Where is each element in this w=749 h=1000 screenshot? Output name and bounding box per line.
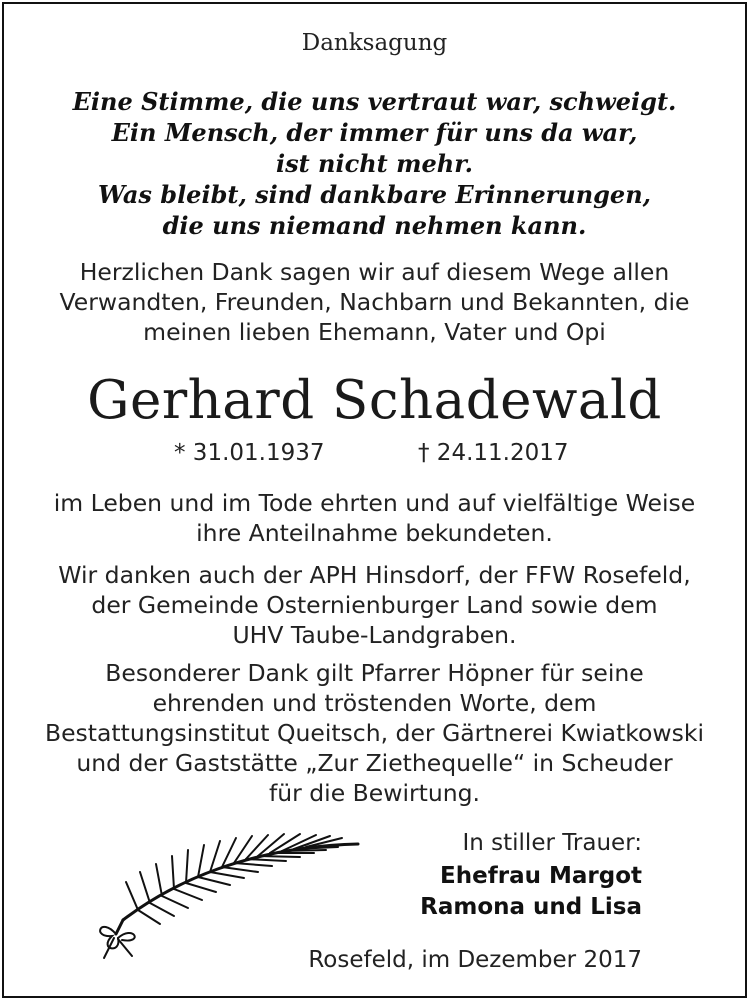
thanks-orgs-paragraph — [0, 560, 749, 650]
poem-line: Eine Stimme, die uns vertraut war, schweigt. — [72, 87, 677, 116]
special-thanks-line: ehrenden und tröstenden Worte, dem — [152, 689, 597, 717]
condolence-paragraph — [0, 488, 749, 548]
death-date: † 24.11.2017 — [418, 440, 569, 466]
family-member: Ramona und Lisa — [420, 894, 642, 920]
intro-line: Verwandten, Freunden, Nachbarn und Bekannten, die — [59, 288, 690, 316]
special-thanks-line: Besonderer Dank gilt Pfarrer Höpner für seine — [105, 659, 644, 687]
notice-title: Danksagung — [301, 30, 448, 56]
thanks-line: der Gemeinde Osternienburger Land sowie dem — [91, 591, 658, 619]
deceased-name: Gerhard Schadewald — [87, 370, 662, 431]
condolence-line: im Leben und im Tode ehrten und auf vielfältige Weise — [53, 489, 696, 517]
grief-label: In stiller Trauer: — [462, 830, 642, 856]
intro-line: meinen lieben Ehemann, Vater und Opi — [143, 318, 606, 346]
palm-frond-with-ribbon-icon — [78, 812, 378, 962]
poem-line: die uns niemand nehmen kann. — [162, 211, 587, 240]
place-date: Rosefeld, im Dezember 2017 — [308, 947, 642, 973]
birth-date: * 31.01.1937 — [174, 440, 325, 466]
poem — [0, 86, 749, 241]
special-thanks-line: und der Gaststätte „Zur Ziethequelle“ in Scheuder — [76, 749, 673, 777]
family-member: Ehefrau Margot — [440, 863, 642, 889]
thanks-line: UHV Taube-Landgraben. — [232, 621, 517, 649]
intro-line: Herzlichen Dank sagen wir auf diesem Wege allen — [79, 258, 670, 286]
special-thanks-line: Bestattungsinstitut Queitsch, der Gärtnerei Kwiatkowski — [44, 719, 705, 747]
poem-line: Ein Mensch, der immer für uns da war, — [111, 118, 638, 147]
poem-line: Was bleibt, sind dankbare Erinnerungen, — [98, 180, 651, 209]
special-thanks-paragraph — [0, 658, 749, 808]
condolence-line: ihre Anteilnahme bekundeten. — [196, 519, 553, 547]
special-thanks-line: für die Bewirtung. — [268, 779, 481, 807]
thanks-line: Wir danken auch der APH Hinsdorf, der FFW Rosefeld, — [58, 561, 691, 589]
poem-line: ist nicht mehr. — [275, 149, 474, 178]
intro-paragraph — [0, 257, 749, 347]
